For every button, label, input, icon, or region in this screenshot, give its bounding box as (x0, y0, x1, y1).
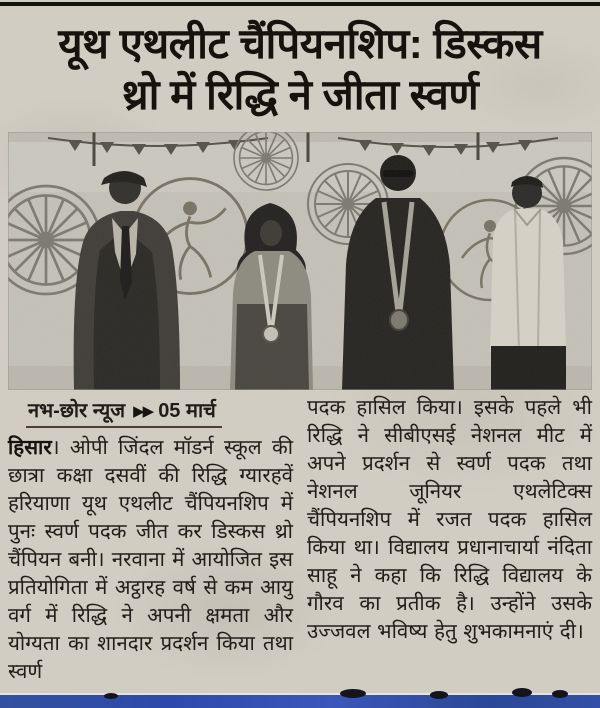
top-border-rule (0, 2, 600, 6)
article-body (0, 394, 600, 686)
ink-blot (552, 690, 568, 698)
ink-blot (340, 689, 366, 698)
byline-date: 05 मार्च (158, 400, 216, 423)
paragraph-left-text: । ओपी जिंदल मॉडर्न स्कूल की छात्रा कक्षा दसवीं की रिद्धि ग्यारहवें हरियाणा यूथ एथलीट चैंपियनशिप में पुनः स्वर्ण पदक जीत कर डिस्कस थ्रो चैंपियन बनी। नरवाना में आयोजित इस प्रतियोगिता में अट्ठारह वर्ष से कम आयु वर्ग में रिद्धि ने अपनी क्षमता और योग्यता का शानदार प्रदर्शन किया तथा स्वर्ण (8, 436, 293, 684)
paragraph-right: पदक हासिल किया। इसके पहले भी रिद्धि ने सीबीएसई नेशनल मीट में अपने प्रदर्शन से स्वर्ण पदक तथा नेशनल जूनियर एथलेटिक्स चैंपियनशिप में रजत पदक हासिल किया था। विद्यालय प्रधानाचार्या नंदिता साहू ने कहा कि रिद्धि विद्यालय के गौरव का प्रतीक है। उन्होंने उसके उज्जवल भविष्य हेतु शुभकामनाएं दी। (307, 396, 592, 644)
byline-text (26, 396, 222, 428)
photo-grain-overlay (8, 132, 592, 390)
headline (0, 0, 600, 124)
headline-line-2: थ्रो में रिद्धि ने जीता स्वर्ण (121, 71, 479, 119)
double-arrow-icon: ▶▶ (133, 403, 153, 421)
column-left (8, 394, 293, 686)
ink-blot (430, 691, 448, 699)
bottom-blue-band (0, 695, 600, 708)
byline (26, 396, 293, 428)
byline-agency: नभ-छोर न्यूज (28, 400, 126, 423)
headline-line-1: यूथ एथलीट चैंपियनशिप: डिस्कस (58, 20, 542, 67)
news-photo-illustration (8, 132, 592, 390)
paragraph-left (8, 434, 293, 686)
dateline: हिसार (8, 436, 52, 460)
column-right (307, 394, 592, 686)
ink-blot (104, 693, 118, 699)
news-photo (8, 132, 592, 390)
ink-blot (512, 688, 532, 697)
